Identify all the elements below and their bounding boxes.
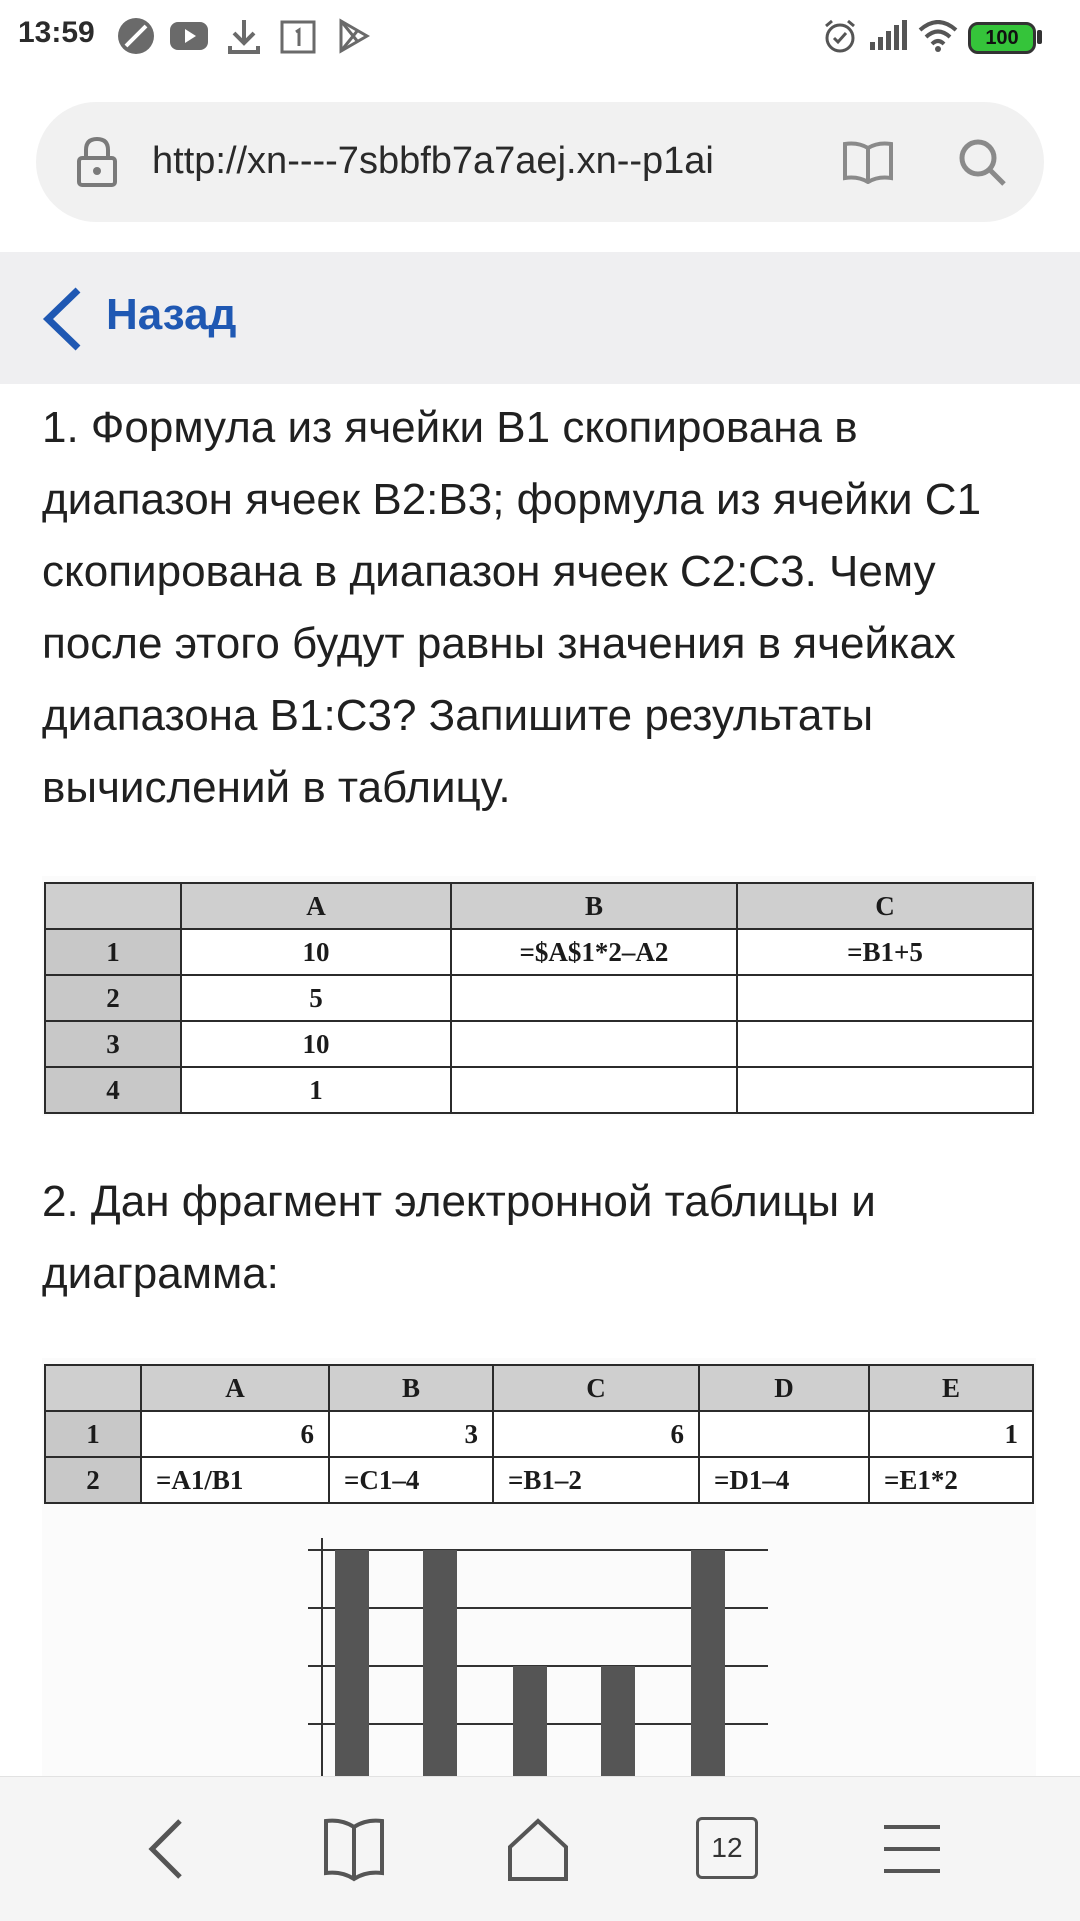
back-link[interactable] <box>0 252 320 384</box>
table-cell: =E1*2 <box>869 1457 1033 1503</box>
chart-bar <box>423 1550 457 1780</box>
table-cell: =A1/B1 <box>141 1457 329 1503</box>
task-1-table-image <box>42 876 1036 1116</box>
table-header-cell: E <box>869 1365 1033 1411</box>
alarm-icon <box>822 18 858 54</box>
table-header-cell: C <box>737 883 1033 929</box>
data-saver-icon <box>116 16 156 56</box>
status-icons-right <box>822 18 1062 58</box>
chart-bar <box>335 1550 369 1780</box>
tabs-icon[interactable]: 12 <box>696 1817 758 1879</box>
table-row <box>45 975 1033 1021</box>
table-cell: =C1–4 <box>329 1457 493 1503</box>
task-1-table <box>44 882 1034 1114</box>
youtube-icon <box>170 20 208 52</box>
table-cell <box>737 1021 1033 1067</box>
bookmarks-icon[interactable] <box>318 1813 390 1885</box>
task-1-text: 1. Формула из ячейки B1 скопирована в диапазон ячеек B2:B3; формула из ячейки C1 скопирована в диапазон ячеек C2:C3. Чему после этого будут равны значения в ячейках диапазона B1:C3? Запишите результаты вычислений в таблицу. <box>42 403 982 812</box>
table-header-cell: B <box>451 883 737 929</box>
table-cell: 1 <box>181 1067 451 1113</box>
task-2-table <box>44 1364 1034 1504</box>
table-row <box>45 1021 1033 1067</box>
table-cell <box>737 975 1033 1021</box>
table-row <box>45 929 1033 975</box>
table-cell: 1 <box>869 1411 1033 1457</box>
table-header-cell: A <box>181 883 451 929</box>
table-header-cell: D <box>699 1365 869 1411</box>
page-header <box>0 252 1080 384</box>
table-cell <box>451 1067 737 1113</box>
battery-icon <box>968 22 1036 54</box>
table-cell: 5 <box>181 975 451 1021</box>
status-bar <box>0 0 1080 72</box>
lock-icon <box>76 136 118 188</box>
battery-level: 100 <box>985 27 1019 49</box>
battery-tip <box>1037 30 1042 44</box>
row-number: 1 <box>45 929 181 975</box>
play-store-icon <box>338 18 370 54</box>
wifi-icon <box>918 20 958 52</box>
back-label[interactable]: Назад <box>106 290 237 339</box>
chart-bar <box>513 1666 547 1780</box>
table-cell: 10 <box>181 929 451 975</box>
table-header-cell: C <box>493 1365 699 1411</box>
table-cell: =B1–2 <box>493 1457 699 1503</box>
table-cell <box>451 1021 737 1067</box>
row-number: 1 <box>45 1411 141 1457</box>
table-cell: 10 <box>181 1021 451 1067</box>
table-cell <box>737 1067 1033 1113</box>
address-bar[interactable] <box>36 102 1044 222</box>
signal-icon <box>868 20 908 52</box>
search-icon[interactable] <box>956 136 1008 188</box>
url-text[interactable]: http://xn----7sbbfb7a7aej.xn--p1ai <box>152 140 714 182</box>
table-cell: =D1–4 <box>699 1457 869 1503</box>
table-cell: 3 <box>329 1411 493 1457</box>
table-header-cell <box>45 1365 141 1411</box>
home-icon[interactable] <box>502 1813 574 1885</box>
table-header-cell: A <box>141 1365 329 1411</box>
reader-mode-icon[interactable] <box>842 140 894 184</box>
bottom-navigation <box>0 1776 1080 1921</box>
table-row <box>45 1457 1033 1503</box>
status-time: 13:59 <box>18 16 95 49</box>
table-cell: 6 <box>141 1411 329 1457</box>
row-number: 2 <box>45 975 181 1021</box>
calendar-icon <box>280 18 316 54</box>
task-2-text: 2. Дан фрагмент электронной таблицы и диаграмма: <box>42 1177 876 1298</box>
table-cell: =$A$1*2–A2 <box>451 929 737 975</box>
table-header-row <box>45 883 1033 929</box>
table-row <box>45 1067 1033 1113</box>
menu-icon[interactable] <box>876 1813 948 1885</box>
table-cell: =B1+5 <box>737 929 1033 975</box>
table-cell <box>451 975 737 1021</box>
row-number: 4 <box>45 1067 181 1113</box>
chevron-left-icon <box>40 286 84 352</box>
back-icon[interactable] <box>132 1813 204 1885</box>
table-cell: 6 <box>493 1411 699 1457</box>
row-number: 2 <box>45 1457 141 1503</box>
tabs-button[interactable] <box>696 1817 768 1889</box>
bar-chart <box>280 1530 780 1780</box>
table-header-cell: B <box>329 1365 493 1411</box>
row-number: 3 <box>45 1021 181 1067</box>
table-row <box>45 1411 1033 1457</box>
chart-bar <box>691 1550 725 1780</box>
table-header-cell <box>45 883 181 929</box>
table-header-row <box>45 1365 1033 1411</box>
table-cell <box>699 1411 869 1457</box>
download-icon <box>226 16 262 56</box>
chart-bar <box>601 1666 635 1780</box>
